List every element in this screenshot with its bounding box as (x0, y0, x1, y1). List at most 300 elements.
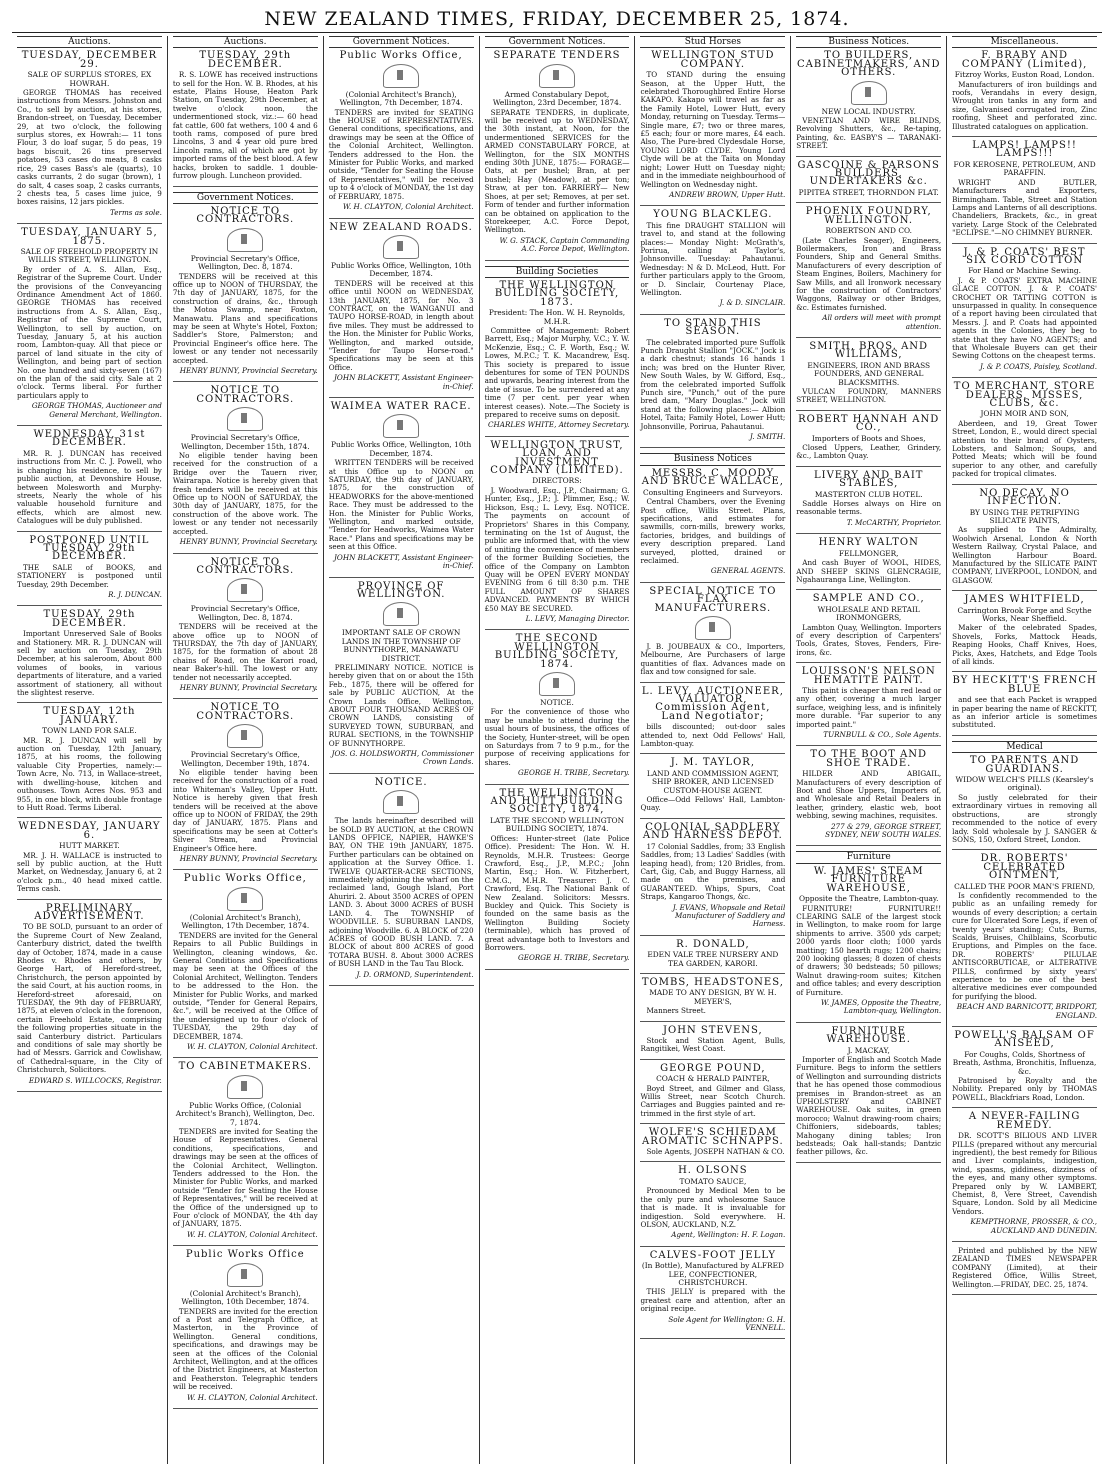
column-2 (324, 36, 480, 1464)
ad-title: CALVES-FOOT JELLY (649, 1249, 776, 1261)
col-0-ad (17, 431, 162, 531)
col-4-bn-ad (640, 1249, 786, 1340)
col-1-gov-ad (173, 704, 318, 870)
col-6-ad (952, 142, 1097, 243)
col-4-bn-ad (640, 685, 786, 755)
ad-subtitle: Fitzroy Works, Euston Road, London. (954, 70, 1095, 80)
col-0-ad (17, 902, 162, 1093)
royal-crest-icon (383, 790, 419, 814)
col-5-ad (796, 668, 941, 746)
ad-signature: L. LEVY, Managing Director. (525, 613, 630, 623)
ad-title: J. M. TAYLOR, (670, 757, 755, 769)
col-4-ad (640, 52, 785, 206)
ad-subtitle: Provincial Secretary's Office, Wellington, December 15th, 1874. (180, 433, 310, 451)
ad-signature: J. & D. SINCLAIR. (719, 298, 786, 308)
ad-body: The celebrated imported pure Suffolk Punch Draught Stallion "JOCK." Jock is a dark chestnut; stands 16 hands 1 inch; was bred on the Hunter River, New South Wales, by W. Gifford, Esq., from the celebrated imported Suffolk Punch sire, "Punch," out of the pure bred dam, "Mary Douglas." Jock will stand at the following places:— Albion Hotel, Taita; Family Hotel, Lower Hutt; Johnsonville, Porirua, Pahautanui. (640, 337, 786, 431)
ad-subtitle: J. MACKAY, (847, 1045, 890, 1055)
col-6-md-ad (952, 1247, 1097, 1295)
ad-subtitle: PIPITEA STREET, THORNDON FLAT. (798, 187, 939, 197)
col-6-md-ad (952, 1032, 1097, 1108)
ad-subtitle: MADE TO ANY DESIGN, BY W. H. MEYER'S, (649, 988, 777, 1006)
column-3 (480, 36, 636, 1464)
ad-signature: GEORGE H. TRIBE, Secretary. (518, 953, 630, 963)
ad-body: Committee of Management: Robert Barrett, Esq.; Major Murphy, V.C.; Y. W. McKenzie, Esq.; C. F. Worth, Esq.; W. Lowes, M.P.C.; T. K. Macandrew, Esq. This society is prepared to issue debentures for some of TEN POUNDS and upwards, bearing interest from the date of issue. To be surrendered at any time (7 per cent. per year when interest ceases). Note.—The Society is prepared to receive sums on deposit. (484, 325, 630, 420)
ad-body: THE SALE of BOOKS, and STATIONERY is postponed until Tuesday, 29th December. (17, 562, 162, 589)
ad-title: MESSRS. C. MOODY AND BRUCE WALLACE, (641, 467, 784, 488)
col-4-bn-ad (640, 938, 785, 974)
ad-body: TO BE SOLD, pursuant to an order of the Supreme Court of New Zealand, Canterbury district, dated the twelfth day of October, 1874, made in a cause Rhodes v. Rhodes and others, by George Hart, of Hereford-street, Christchurch, the person appointed by the said Court, at his auction rooms, in Hereford-street aforesaid, on TUESDAY, the 9th day of FEBRUARY, 1875, at eleven o'clock in the forenoon, certain Freehold Estate, comprising the following properties situate in the said Canterbury district. Particulars and conditions of sale may shortly be had of Messrs. Garrick and Cowlishaw, of Cathedral-square, in the City of Christchurch, Solicitors. (17, 922, 162, 1075)
ad-body: 17 Colonial Saddles, from; 33 English Saddles, from; 13 Ladies' Saddles (with leaping head), from; 120 Bridles, from. Cart, Gig, Cab, and Buggy Harness, all made on the premises, and GUARANTEED. Whips, Spurs, Coat Straps, Kangaroo Thongs, &c. (640, 841, 786, 902)
ad-title: TUESDAY, 12th JANUARY. (43, 706, 136, 726)
col-6-ad (952, 383, 1097, 484)
ad-title: LAMPS! LAMPS!! LAMPS!!! (972, 140, 1077, 160)
ad-body: Offices: Hunter-street (late Police Office). President: The Hon. W. H. Reynolds, M.H.R. Trustees: George Crawford, Esq., J.P., M.P.C.; John Martin, Esq.; Hon. W. Fitzherbert, C.M.G., M.H.R. Treasurer: J. C. Crawford, Esq. The National Bank of New Zealand. Solicitors: Messrs. Buckley and Quick. This Society is founded on the same basis as the Wellington Building Society (terminable), which has proved of great advantage both to Investors and Borrowers. (484, 833, 630, 952)
ad-subtitle: President: The Hon. W. H. Reynolds, M.H.R. (488, 308, 626, 326)
ad-subtitle: Consulting Engineers and Surveyors. (642, 487, 783, 497)
column-heading: Government Notices. (329, 36, 474, 48)
ad-signature: Agent, Wellington: H. F. Logan. (671, 1230, 786, 1240)
ad-signature: BEACH AND BARNICOTT, BRIDPORT, ENGLAND. (956, 1002, 1098, 1020)
col-1-ad (173, 52, 318, 186)
ad-subtitle: Opposite the Theatre, Lambton-quay. (798, 894, 939, 904)
ad-title: JOHN STEVENS, (663, 1024, 763, 1036)
ad-subtitle: CALLED THE POOR MAN'S FRIEND, (954, 881, 1096, 891)
ad-signature: J. EVANS, Whopsale and Retail Manufacturer of Saddlery and Harness. (672, 902, 786, 929)
col-0-ad (17, 534, 162, 607)
ad-title: SAMPLE AND CO., (812, 593, 925, 605)
ad-body: Is confidently recommended to the public as an unfailing remedy for wounds of every description; a certain cure for Ulcerated Sore Legs, if even of twenty years' standing; Cuts, Burns, Scalds, Bruises, Chilblains, Scorbutic Eruptions, and Pimples on the face. DR. ROBERTS' PILULAE ANTISCORBUTICAE, or ALTERATIVE PILLS, confirmed by sixty years' experience to be one of the best alterative medicines ever compounded for purifying the blood. (952, 890, 1098, 1001)
col-4-bn-ad (640, 1024, 786, 1060)
ad-title: WAIMEA WATER RACE. (330, 401, 472, 412)
ad-title: J. & P. COATS' BEST SIX CORD COTTON (963, 246, 1086, 266)
ad-subtitle: Carrington Brook Forge and Scythe Works, Near Sheffield. (957, 605, 1092, 623)
ad-title: W. JAMES' STEAM FURNITURE WAREHOUSE, (813, 865, 924, 894)
ad-title: POWELL'S BALSAM OF ANISEED, (954, 1030, 1095, 1050)
ad-subtitle: NOTICE. (540, 698, 574, 707)
ad-body: Office—Odd Fellows' Hall, Lambton-Quay. (640, 795, 786, 813)
ad-subtitle: DIRECTORS: (532, 476, 582, 486)
ad-body: TENDERS will be received at this office until NOON on WEDNESDAY, 13th JANUARY, 1875, for No. 3 CONTRACT, on the WANGANUI and TAUPO HORSE-ROAD, in length about five miles. They must be addressed to the Hon. the Minister for Public Works, Wellington, and marked outside, "Tender for Taupo Horse-road." Specifications may be seen at this Office. (328, 278, 474, 372)
ad-signature: ANDREW BROWN, Upper Hutt. (669, 189, 786, 199)
royal-crest-icon (695, 616, 731, 640)
col-4-bn-ad (640, 976, 785, 1022)
ad-title: SEPARATE TENDERS (493, 50, 621, 62)
col-2-ad (328, 776, 474, 986)
ad-body: Sole Agents, JOSEPH NATHAN & CO. (646, 1147, 785, 1157)
ad-title: FURNITURE WAREHOUSE. (826, 1025, 911, 1046)
ad-signature: JOS. G. HOLDSWORTH, Commissioner Crown Lands. (331, 749, 474, 767)
ad-title: WELLINGTON TRUST, LOAN, AND INVESTMENT COMPANY (LIMITED). (490, 439, 624, 477)
ad-title: SMITH, BROS. AND WILLIAMS, (809, 340, 929, 361)
col-2-ad (329, 52, 474, 218)
ad-signature: W. G. STACK, Captain Commanding A.C. Force Depot, Wellington. (499, 235, 630, 254)
ad-body: TENDERS are invited for SEATING the HOUSE of REPRESENTATIVES. General conditions, specifications, and drawings may be seen at the Office of the Colonial Architect, Wellington. Tenders addressed to the Hon. the Minister for Public Works, and marked outside, "Tender for Seating the House of Representatives," will be received up to 4 o'clock of MONDAY, the 1st day of FEBRUARY, 1875. (328, 107, 474, 201)
ad-signature: JOHN BLACKETT, Assistant Engineer-in-Chief. (334, 373, 474, 391)
ad-body: So justly celebrated for their extraordinary virtues in removing all obstructions, are strongly recommended to the notice of every lady. Sold wholesale by J. SANGER & SONS, 150, Oxford Street, London. (952, 792, 1098, 844)
col-4-ad (640, 317, 786, 449)
ad-body: and see that each Packet is wrapped in paper bearing the name of RECKITT, as an inferior article is sometimes substituted. (952, 695, 1098, 730)
col-4-bn-ad (640, 759, 785, 818)
ad-body: VENETIAN AND WIRE BLINDS, Revolving Shutters, &c., Re-taping, Painting, &c. EASBY'S — TARANAKI-STREET. (796, 116, 942, 151)
ad-subtitle: HUTT MARKET. (59, 841, 120, 851)
ad-subtitle: ENGINEERS, IRON AND BRASS FOUNDERS, AND GENERAL BLACKSMITHS. (807, 360, 931, 387)
ad-body: This paint is cheaper than red lead or any other, covering a much larger surface, weighing less, and is infinitely more durable. "Far superior to any imported paint." (796, 685, 942, 729)
col-6-md-ad (952, 855, 1097, 1027)
royal-crest-icon (383, 64, 419, 88)
ad-subtitle: COACH & HERALD PAINTER, (656, 1074, 770, 1084)
royal-crest-icon (383, 602, 419, 626)
ad-body: The lands hereinafter described will be SOLD BY AUCTION, at the CROWN LANDS OFFICE, NAPIER, HAWKE'S BAY, ON THE 19th JANUARY, 1875. Further particulars can be obtained on application at the Survey Office. 1. TWELVE QUARTER-ACRE SECTIONS, immediately adjoining the wharf on the reclaimed land, Gough Island, Port Ahuriri. 2. About 3500 ACRES of OPEN LAND. 3. About 3000 ACRES of BUSH LAND. 4. The TOWNSHIP of WOODVILLE. 5. SUBURBAN LANDS, adjoining Woodville. 6. A BLOCK of 220 ACRES of GOOD BUSH LAND. 7. A BLOCK of about 800 ACRES of good TOTARA BUSH. 8. About 3000 ACRES of BUSH LAND in the Tau Tau Block. (328, 816, 474, 969)
ad-signature: W. H. CLAYTON, Colonial Architect. (187, 1229, 318, 1239)
col-5-ad (796, 52, 941, 156)
ad-title: TO CABINETMAKERS. (178, 1061, 312, 1073)
ad-body: VULCAN FOUNDRY, MANNERS STREET, WELLINGTON. (796, 387, 942, 405)
ad-signature: JOHN BLACKETT, Assistant Engineer-in-Chief. (334, 552, 474, 571)
royal-crest-icon (227, 887, 263, 911)
ad-body: For the convenience of those who may be unable to attend during the usual hours of business, the offices of the Society, Hunter-street, will be open on Saturdays from 7 to 9 p.m., for the purpose of receiving applications for shares. (484, 707, 630, 767)
section-heading: Government Notices. (173, 192, 318, 204)
ad-title: GEORGE POUND, (660, 1062, 766, 1074)
ad-title: POSTPONED UNTIL TUESDAY, 29th DECEMBER. (29, 534, 150, 563)
ad-signature: W. JAMES, Opposite the Theatre, Lambton-quay, Wellington. (820, 997, 942, 1016)
col-4-bn-ad (640, 467, 786, 583)
ad-title: WEDNESDAY, JANUARY 6. (18, 821, 161, 841)
ad-body: (Late Charles Seager), Engineers, Boilermakers, Iron and Brass Founders, Ship and General Smiths. Manufacturers of every description of Steam Engines, Boilers, Machinery for Saw Mills, and all Ironwork necessary for the construction of Contractors' Waggons, Railway or other Bridges, &c. Estimates furnished. (796, 235, 942, 312)
ad-title: Public Works Office (185, 1249, 305, 1261)
col-6-md-ad (952, 757, 1097, 850)
royal-crest-icon (383, 235, 419, 259)
ad-signature: W. H. CLAYTON, Colonial Architect. (342, 202, 474, 212)
col-1-gov-ad (172, 556, 318, 700)
ad-subtitle: SALE OF FREEHOLD PROPERTY IN WILLIS STREET, WELLINGTON. (20, 246, 159, 265)
ad-title: F. BRABY AND COMPANY (Limited), (961, 50, 1088, 70)
col-0-ad (17, 52, 162, 224)
ad-signature: HENRY BUNNY, Provincial Secretary. (179, 366, 318, 375)
ad-title: YOUNG BLACKLEG. (653, 209, 773, 221)
col-1-gov-ad (173, 875, 318, 1058)
ad-body: J. B. JOUBEAUX & CO., Importers, Melbourne, Are Purchasers of large quantities of flax. Advances made on flax and tow consigned for sale. (640, 641, 786, 677)
ad-title: TO THE BOOT AND SHOE TRADE. (810, 749, 928, 769)
royal-crest-icon (227, 1075, 263, 1099)
ad-title: ROBERT HANNAH AND CO., (798, 413, 940, 434)
ad-title: R. DONALD, (676, 938, 750, 950)
ad-signature: HENRY BUNNY, Provincial Secretary. (179, 682, 318, 692)
ad-title: NOTICE TO CONTRACTORS. (196, 205, 295, 226)
ad-signature: 277 & 279, GEORGE STREET, SYDNEY, NEW SOUTH WALES. (825, 821, 942, 840)
ad-title: THE WELLINGTON AND HUTT BUILDING SOCIETY, 1874, (490, 787, 624, 816)
ad-signature: GEORGE THOMAS, Auctioneer and General Merchant, Wellington. (31, 401, 162, 419)
ad-title: BY HECKITT'S FRENCH BLUE (952, 675, 1097, 695)
ad-body: WRIGHT AND BUTLER, Manufacturers and Exporters, Birmingham. Table, Street and Station Lamps and Lanterns of all descriptions. Chandeliers, Brackets, &c., in great variety. Large Stock of the Celebrated "ECLIPSE."—NO CHIMNEY BURNER. (952, 177, 1098, 238)
ad-subtitle: FELLMONGER, (838, 548, 899, 558)
ad-signature: HENRY BUNNY, Provincial Secretary. (179, 537, 318, 547)
col-2-ad (328, 221, 474, 399)
ad-subtitle: (Colonial Architect's Branch), Wellington, 7th December, 1874. (339, 89, 463, 108)
ad-title: WELLINGTON STUD COMPANY. (651, 50, 775, 70)
ad-body: TO STAND during the ensuing Season, at the Upper Hutt, the celebrated Thoroughbred Entire Horse KAKAPO. Kakapo will travel as far as the Family Hotel, Lower Hutt, every Monday, returning on Tuesday. Terms—Single mare, £7; two or three mares, £5 each; four or more mares, £4 each. Also, The Pure-bred Clydesdale Horse, YOUNG LORD CLYDE. Young Lord Clyde will be at the Taita on Monday night; Lower Hutt on Tuesday night; and in the immediate neighbourhood of Wellington on Wednesday night. (640, 70, 786, 189)
ad-body: Boyd Street, and Gilmer and Glass, Willis Street, near Scotch Church. Carriages and Buggies painted and re-trimmed in the first style of art. (640, 1083, 786, 1118)
ad-title: NOTICE TO CONTRACTORS. (196, 702, 295, 722)
ad-body: This fine DRAUGHT STALLION will travel to, and stand at the following places:— Monday Night: McGrath's, Porirua, calling at Taylor's, Johnsonville. Tuesday: Pahautanui. Wednesday: N & D. McLeod, Hutt. For further particulars apply to the Groom, or D. Sinclair, Courtenay Place, Wellington. (640, 220, 786, 297)
column-4 (635, 36, 791, 1464)
ad-title: LIVERY AND BAIT STABLES, (813, 469, 924, 490)
ad-title: Public Works Office, (183, 873, 307, 885)
ad-title: PHOENIX FOUNDRY, WELLINGTON. (805, 206, 932, 226)
ad-body: MR. R. J. DUNCAN has received instructions from Mr. C. J. Powell, who is changing his residence, to sell by public auction, at Devonshire House, between Molesworth and Murphy-streets, Nearly the whole of his valuable household furniture and effects, which are almost new. Catalogues will be duly published. (17, 448, 162, 526)
ad-body: Important Unreserved Sale of Books and Stationery. MR. R. J. DUNCAN will sell by auction on Tuesday, 29th December, at his saleroom, About 800 volumes of books, in various departments of literature, and a varied assortment of stationery, all without the slightest reserve. (17, 629, 162, 698)
ad-title: TUESDAY, DECEMBER 29. (21, 50, 158, 70)
ad-subtitle: IMPORTANT SALE OF CROWN LANDS IN THE TOWNSHIP OF BUNNYTHORPE, MANAWATU DISTRICT. (341, 628, 461, 663)
col-5-fu-ad (796, 1025, 942, 1163)
ad-subtitle: Public Works Office, (Colonial Architect's Branch), Wellington, Dec. 7, 1874. (175, 1100, 315, 1127)
ad-body: THIS JELLY is prepared with the greatest care and attention, after an original recipe. (640, 1287, 786, 1314)
columns-container (12, 36, 1102, 1464)
ad-body: MR. R. J. DUNCAN will sell by auction on Tuesday, 12th January, 1875, at his rooms, the following valuable City Properties, namely:— Town Acre, No. 713, in Wallace-street, with dwelling-house, kitchen and outhouses. Town Acres Nos. 953 and 955, in one block, with double frontage to Hutt Road. Terms Liberal. (17, 735, 162, 812)
ad-subtitle: LAND AND COMMISSION AGENT, SHIP BROKER, AND LICENSED CUSTOM-HOUSE AGENT. (646, 768, 779, 795)
ad-title: LOUISSON'S NELSON HEMATITE PAINT. (801, 666, 936, 686)
royal-crest-icon (227, 724, 263, 748)
ad-subtitle: Importers of Boots and Shoes, (811, 433, 926, 443)
col-3-ad (485, 52, 630, 260)
col-5-ad (796, 413, 942, 467)
ad-subtitle: (Colonial Architect's Branch), Wellington, 17th December, 1874. (181, 912, 310, 931)
ad-title: THE WELLINGTON BUILDING SOCIETY, 1873. (494, 279, 620, 308)
col-6-ad (952, 52, 1097, 137)
ad-body: And cash Buyer of WOOL, HIDES, AND SHEEP SKINS GLENCRAGIE, Ngahauranga Line, Wellington. (796, 558, 942, 584)
ad-body: Saddle Horses always on Hire on reasonable terms. (796, 499, 942, 517)
ad-title: NOTICE TO CONTRACTORS. (196, 385, 295, 405)
ad-title: NEW ZEALAND ROADS. (329, 221, 473, 233)
ad-body: TENDERS will be received at the above office up to NOON of THURSDAY, the 7th day of JANUARY, 1875, for the formation of about 28 chains of Road, on the Karori road, near Baker's-hill. The lowest or any tender not necessarily accepted. (172, 622, 318, 682)
col-6-ad (952, 487, 1098, 591)
col-1-gov-ad (173, 1251, 318, 1409)
ad-body: By order of A. S. Allan, Esq., Registrar of the Supreme Court. Under the provisions of the Conveyancing Ordinance Amendment Act of 1860. GEORGE THOMAS has received instructions from A. S. Allan, Esq., Registrar of the Supreme Court, Wellington, to sell by auction, on Tuesday, January 5, at his auction room, Lambton-quay. All that piece or parcel of land situate in the city of Wellington, and being part of section No. one hundred and sixty-seven (167) on the plan of the said city. Sale at 2 o'clock. Terms liberal. For further particulars apply to (17, 264, 162, 400)
ad-title: TUESDAY, JANUARY 5, 1875. (21, 227, 158, 247)
ad-signature: All orders will meet with prompt attention. (822, 313, 942, 331)
ad-title: NOTICE TO CONTRACTORS. (196, 556, 295, 576)
col-3-bs-ad (485, 635, 630, 784)
ad-title: A NEVER-FAILING REMEDY. (968, 1111, 1081, 1131)
ad-title: GASCOINE & PARSONS BUILDERS, UNDERTAKERS &c. (797, 159, 940, 188)
ad-title: NOTICE. (374, 776, 428, 788)
ad-signature: J. & P. COATS, Paisley, Scotland. (980, 361, 1098, 371)
ad-subtitle: For Hand or Machine Sewing. (968, 266, 1081, 276)
royal-crest-icon (539, 672, 575, 696)
ad-signature: CHARLES WHITE, Attorney Secretary. (488, 420, 630, 430)
ad-body: No eligible tender having been received for the construction of a Bridge over the Tauern river, Wairarapa. Notice is hereby given that fresh tenders will be received at this Office up to NOON of SATURDAY, the 30th day of JANUARY, 1875, for the construction of the above work. The lowest or any tender not necessarily accepted. (172, 451, 318, 536)
ad-signature: J. SMITH. (749, 432, 786, 442)
col-4-bn-ad (640, 1129, 785, 1162)
ad-signature: R. J. DUNCAN. (108, 589, 162, 599)
ad-body: Manners Street. (646, 1006, 706, 1016)
column-heading: Stud Horses (640, 36, 785, 48)
column-heading: Business Notices. (796, 36, 941, 48)
ad-subtitle: FOR KEROSENE, PETROLEUM, AND PARAFFIN. (953, 159, 1096, 178)
col-5-ad (796, 208, 941, 338)
ad-subtitle: (In Bottle), Manufactured by ALFRED LEE, CONFECTIONER, CHRISTCHURCH. (641, 1261, 784, 1287)
section-heading: Building Societies (485, 266, 630, 278)
ad-subtitle: WIDOW WELCH'S PILLS (Kearsley's original). (955, 775, 1094, 793)
col-2-ad (328, 580, 474, 774)
ad-title: H. OLSONS (678, 1165, 748, 1177)
ad-signature: KEMPTHORNE, PROSSER, & CO., AUCKLAND AND DUNEDIN. (970, 1217, 1098, 1235)
col-4-ad (640, 211, 785, 314)
ad-body: SEPARATE TENDERS, in duplicate, will be received up to WEDNESDAY, the 30th instant, at Noon, for the undermentioned SERVICES for the ARMED CONSTABULARY FORCE, at Wellington, for the SIX MONTHS ending 30th JUNE, 1875:— FORAGE— Oats, at per bushel; Bran, at per bushel; Hay (Meadow), at per ton; Straw, at per ton. FARRIERY— New Shoes, at per set; Removes, at per set. Form of tender and further information can be obtained on application to the Storekeeper, A.C. Force Depot, Wellington. (484, 107, 630, 235)
col-5-ad (796, 469, 942, 534)
ad-body: Pronounced by Medical Men to be the only pure and wholesome Sauce that is made. It is invaluable for indigestion. Sold everywhere. H. OLSON, AUCKLAND, N.Z. (640, 1186, 786, 1229)
col-0-ad (17, 611, 162, 703)
ad-subtitle: ROBERTSON AND CO. (825, 226, 912, 236)
royal-crest-icon (227, 407, 263, 431)
col-1-gov-ad (173, 387, 318, 553)
ad-signature: W. H. CLAYTON, Colonial Architect. (187, 1041, 318, 1051)
ad-title: PROVINCE OF WELLINGTON. (356, 580, 446, 600)
ad-signature: W. H. CLAYTON, Colonial Architect. (187, 1392, 318, 1402)
col-1-gov-ad (172, 205, 318, 383)
ad-title: TOMBS, HEADSTONES, (641, 976, 784, 988)
section-heading: Medical (952, 741, 1097, 753)
ad-body: Stock and Station Agent, Bulls, Rangitikei, West Coast. (640, 1036, 786, 1054)
col-5-ad (796, 539, 941, 590)
ad-title: PRELIMINARY ADVERTISEMENT. (34, 902, 145, 922)
ad-title: TO BUILDERS, CABINETMAKERS, AND OTHERS. (796, 50, 941, 79)
ad-body: Manufacturers of iron buildings and roofs, Verandahs in every design, Wrought iron tanks in any form and size, Galvanised corrugated iron, Zinc roofing, Sheet and perforated zinc. Illustrated catalogues on application. (952, 79, 1098, 131)
col-5-ad (796, 340, 942, 411)
ad-title: TO STAND THIS SEASON. (664, 317, 762, 338)
col-5-ad (796, 159, 941, 204)
col-5-ad (796, 751, 941, 846)
ad-body: Maker of the celebrated Spades, Shovels, Forks, Mattock Heads, Reaping Hooks, Chaff Knives, Hoes, Picks, Axes, Hatchets, and Edge Tools of all kinds. (952, 623, 1098, 666)
col-1-gov-ad (173, 1063, 318, 1246)
ad-title: SPECIAL NOTICE TO FLAX MANUFACTURERS. (649, 585, 777, 614)
column-heading: Auctions. (173, 36, 318, 48)
ad-title: TO PARENTS AND GUARDIANS. (969, 755, 1080, 775)
royal-crest-icon (227, 578, 263, 602)
ad-title: HENRY WALTON (818, 537, 919, 549)
ad-title: TUESDAY, 29th DECEMBER. (199, 50, 292, 70)
ad-subtitle: BY USING THE PETRIFYING SILICATE PAINTS, (969, 507, 1080, 525)
col-6-ad (952, 246, 1098, 379)
ad-subtitle: TOMATO SAUCE, (679, 1176, 747, 1186)
ad-body: bills discounted; out-door sales attended to, next Odd Fellows' Hall, Lambton-quay. (640, 722, 786, 749)
ad-body: TENDERS are invited for Seating the House of Representatives. General conditions, specifications, and drawings may be seen at the offices of the Colonial Architect, Wellington. Tenders addressed to the Hon. the Minister for Public Works, and marked outside "Tender for Seating the House of Representatives," will be received at the Office of the undersigned up to Four o'clock of MONDAY, the 4th day of JANUARY, 1875. (172, 1127, 318, 1229)
col-3-bs-ad (484, 279, 630, 437)
ad-title: COLONIAL SADDLERY AND HARNESS DEPOT. (642, 821, 783, 842)
column-6 (947, 36, 1102, 1464)
ad-title: DR. ROBERTS' CELEBRATED OINTMENT, (980, 853, 1069, 882)
ad-subtitle: For Coughs, Colds, Shortness of Breath, Asthma, Bronchitis, Influenza, &c. (952, 1049, 1097, 1076)
section-heading: Business Notices (640, 453, 785, 465)
royal-crest-icon (227, 1263, 263, 1287)
ad-subtitle: MASTERTON CLUB HOTEL. (814, 489, 923, 499)
ad-signature: TURNBULL & CO., Sole Agents. (823, 730, 942, 739)
royal-crest-icon (227, 228, 263, 252)
ad-title: L. LEVY, AUCTIONEER, VALUATOR, Commission Agent, Land Negotiator; (641, 685, 784, 722)
ad-body: WRITTEN TENDERS will be received at this Office up to NOON on SATURDAY, the 9th day of JANUARY, 1875, for the construction of HEADWORKS for the above-mentioned Race. They must be addressed to the Hon. the Minister for Public Works, Wellington, and marked outside, "Tender for Headworks, Waimea Water Race." Plans and specifications may be seen at this Office. (328, 458, 474, 552)
col-0-ad (17, 708, 162, 818)
ad-signature: GEORGE H. TRIBE, Secretary. (518, 768, 630, 778)
ad-signature: J. D. ORMOND, Superintendent. (356, 969, 474, 979)
section-heading: Furniture (796, 851, 941, 863)
col-4-bn-ad (640, 1167, 785, 1246)
ad-title: WOLFE'S SCHIEDAM AROMATIC SCHNAPPS. (642, 1127, 784, 1147)
col-4-bn-ad (640, 821, 786, 936)
ad-body: HILDER AND ABIGAIL, Manufacturers of every description of Boot and Shoe Uppers, Importers of, and Wholesale and Retail Dealers in leather, grindery, elastic web, boot webbing, sewing machines, requisites. (796, 769, 942, 821)
ad-body: As supplied to The Admiralty, Woolwich Arsenal, London & North Western Railway, Crystal Palace, and Wellington Harbour Board. Manufactured by the SILICATE PAINT COMPANY, LIVERPOOL, LONDON, and GLASGOW. (952, 525, 1098, 585)
masthead: NEW ZEALAND TIMES, FRIDAY, DECEMBER 25, 1874. (12, 6, 1102, 33)
col-3-bs-ad (484, 787, 630, 970)
ad-body: Central Chambers, over the Evening Post office, Willis Street. Plans, specifications, and estimates for sawmills, corn-mills, brewery works, factories, bridges, and buildings of every description prepared. Land surveyed, plotted, drained or reclaimed. (640, 497, 786, 565)
ad-subtitle: Provincial Secretary's Office, Wellington, Dec. 8, 1874. (190, 604, 300, 622)
ad-subtitle: JOHN MOIR AND SON, (980, 409, 1069, 419)
ad-body: TENDERS are invited for the erection of a Post and Telegraph Office, at Masterton, in the Province of Wellington. General conditions, specifications, and drawings may be seen at the offices of the Colonial Architect, Wellington, and at the offices of the District Engineers, at Masterton and Featherston. Telegraphic tenders will be received. (172, 1306, 318, 1392)
ad-body: PRELIMINARY NOTICE. NOTICE is hereby given that on or about the 15th Feb., 1875, there will be offered for sale by PUBLIC AUCTION, At the Crown Lands Office, Wellington, ABOUT FOUR THOUSAND ACRES OF CROWN LANDS, consisting of SURVEYED TOWN, SUBURBAN, and RURAL SECTIONS, in the TOWNSHIP OF BUNNYTHORPE. (328, 662, 474, 748)
ad-title: TUESDAY, 29th DECEMBER. (43, 609, 136, 629)
ad-title: JAMES WHITFIELD, (964, 594, 1085, 606)
ad-subtitle: Armed Constabulary Depot, Wellington, 23rd December, 1874. (492, 89, 622, 108)
ad-body: Patronised by Royalty and the Nobility. Prepared only by THOMAS POWELL, Blackfriars Road, London. (952, 1076, 1098, 1102)
ad-body: R. S. LOWE has received instructions to sell for the Hon. W. B. Rhodes, at his estate, Plains House, Heaton Park Station, on Tuesday, 29th December, at twelve o'clock noon, the undermentioned stock, viz.:— 60 head fat cattle, 600 fat wethers, 100 4 and 6 tooth rams, composed of pure bred Lincolns, 3 and 4 year old pure bred Lincoln rams, all of which are got by imported rams of the best blood. A few hacks, broken to saddle. 1 double-furrow plough. Luncheon provided. (172, 70, 318, 181)
col-0-ad (17, 823, 162, 899)
ad-subtitle: EDEN VALE TREE NURSERY AND TEA GARDEN, KARORI. (647, 950, 779, 968)
ad-body: Closed Uppers, Leather, Grindery, &c., Lambton Quay. (796, 443, 942, 461)
col-4-bn-ad (640, 1062, 786, 1124)
ad-body: Printed and published by the NEW ZEALAND TIMES NEWSPAPER COMPANY (Limited), at their Registered Office, Willis Street, Wellington.—FRIDAY, DEC. 25, 1874. (952, 1245, 1098, 1289)
royal-crest-icon (383, 414, 419, 438)
ad-body: GEORGE THOMAS has received instructions from Messrs. Johnston and Co., to sell by auction, at his stores, Brandon-street, on Tuesday, December 29, at two o'clock, the following surplus stores, ex Howrah:— 11 tons Flour, 3 do loaf sugar, 5 do peas, 19 bags biscuit, 26 tins preserved potatoes, 53 cases do meats, 8 casks rice, 29 cases Bass's ale (quarts), 10 casks currants, 2 do sugar (brown), 1 do salt, 4 cases soap, 2 casks currants, 2 chests tea, 5 cases lime juice, 9 boxes raisins, 12 jars pickles. (17, 88, 162, 207)
column-5 (791, 36, 947, 1464)
ad-subtitle: LATE THE SECOND WELLINGTON BUILDING SOCIETY, 1874. (489, 815, 625, 834)
ad-body: FURNITURE! FURNITURE!! CLEARING SALE of the largest stock in Wellington, to make room for large shipments to arrive. 3500 yds carpet; 2000 yards floor cloth; 1000 yards matting; 150 hearth rugs; 1200 chairs; 200 looking glasses; 8 dozen of chests of drawers; 30 bedsteads; 50 pillows; Walnut drawing-room suites; Kitchen and office tables; and every description of Furniture. (796, 903, 942, 997)
col-6-md-ad (952, 1113, 1097, 1242)
ad-body: TENDERS will be received at this office up to NOON of THURSDAY, the 7th day of JANUARY, 1875, for the construction of drains, &c., through the Motoa Swamp, near Foxton, Manawatu. Plans and specifications may be seen at Whyte's Hotel, Foxton; Saddler's Store, Palmerston; and Provincial Engineer's office here. The lowest or any tender not necessarily accepted. (172, 271, 318, 365)
column-heading: Auctions. (17, 36, 162, 48)
ad-body: DR. SCOTT'S BILIOUS AND LIVER PILLS (prepared without any mercurial ingredient), the best remedy for Bilious and Liver complaints, indigestion, wind, spasms, giddiness, dizziness of the eyes, and many other symptoms. Prepared only by W. LAMBERT, Chemist, 8, Vere Street, Cavendish Square, London. Sold by all Medicine Vendors. (952, 1131, 1098, 1216)
ad-subtitle: TOWN LAND FOR SALE. (42, 726, 137, 736)
col-5-fu-ad (796, 865, 942, 1023)
ad-signature: EDWARD S. WILLCOCKS, Registrar. (28, 1075, 162, 1085)
ad-subtitle: Provincial Secretary's Office, Wellington, Dec. 8, 1874. (190, 253, 300, 272)
ad-subtitle: NEW LOCAL INDUSTRY. (821, 106, 916, 116)
ad-subtitle: Public Works Office, Wellington, 10th December, 1874. (331, 440, 472, 458)
royal-crest-icon (539, 64, 575, 88)
ad-signature: HENRY BUNNY, Provincial Secretary. (179, 854, 318, 864)
ad-body: Importer of English and Scotch Made Furniture. Begs to inform the settlers of Wellington and surrounding districts that he has opened those commodious premises in Brandon-street as an UPHOLSTERY and CABINET WAREHOUSE. Oak suites, in green morocco; Walnut drawing-room chairs; Chiffoniers, sideboards, tables; Mahogany dining tables; Iron bedsteads; Oak hall-stands; Dantzic feather pillows, &c. (796, 1055, 942, 1157)
ad-body: Aberdeen, and 19, Great Tower Street, London, E., would direct special attention to their brand of Oysters, Lobsters, and Salmon; Soups, and Potted Meats; which will be found superior to any other, and carefully packed for tropical climates. (952, 418, 1098, 479)
ad-title: THE SECOND WELLINGTON BUILDING SOCIETY, 1874. (494, 633, 620, 670)
ad-signature: T. McCARTHY, Proprietor. (846, 517, 942, 527)
col-4-bn-ad (640, 585, 786, 683)
ad-body: No eligible tender having been received for the construction of a road into Whiteman's Valley, Upper Hutt. Notice is hereby given that fresh tenders will be received at the above office up to NOON of FRIDAY, the 29th day of JANUARY, 1875. Plans and specifications may be seen at Cotter's Silver Stream, and Provincial Engineer's Office here. (172, 768, 318, 853)
ad-title: Public Works Office, (339, 50, 463, 62)
ad-body: TENDERS are invited for the General Repairs to all Public Buildings in Wellington, cleaning windows, &c. General Conditions and Specifications may be seen at the Offices of the Colonial Architect, Wellington. Tenders to be addressed to the Hon. the Minister for Public Works, and marked outside, "Tender for General Repairs, &c.", will be received at the Office of the undersigned up to four o'clock of TUESDAY, the 29th day of DECEMBER, 1874. (172, 930, 318, 1041)
ad-subtitle: Public Works Office, Wellington, 10th December, 1874. (331, 260, 472, 279)
ad-subtitle: WHOLESALE AND RETAIL IRONMONGERS, (817, 604, 920, 623)
column-1 (168, 36, 324, 1464)
ad-subtitle: SALE OF SURPLUS STORES, EX HOWRAH. (27, 70, 152, 88)
column-0 (12, 36, 168, 1464)
ad-subtitle: (Colonial Architect's Branch), Wellington, 10th December, 1874. (181, 1288, 310, 1307)
ad-title: TO MERCHANT, STORE DEALERS, MISSES, CLUBS, &c. (953, 381, 1096, 410)
col-6-ad (952, 677, 1097, 735)
col-6-ad (952, 596, 1097, 672)
col-2-ad (329, 403, 474, 578)
column-heading: Miscellaneous. (952, 36, 1097, 48)
ad-title: NO DECAY. NO INFECTION. (979, 487, 1070, 508)
ad-signature: Terms as sole. (110, 207, 162, 217)
col-0-ad (17, 229, 162, 426)
ad-body: Lambton Quay, Wellington. Importers of every description of Carpenters' Tools, Grates, Stoves, Fenders, Fire-irons, &c. (796, 622, 942, 657)
